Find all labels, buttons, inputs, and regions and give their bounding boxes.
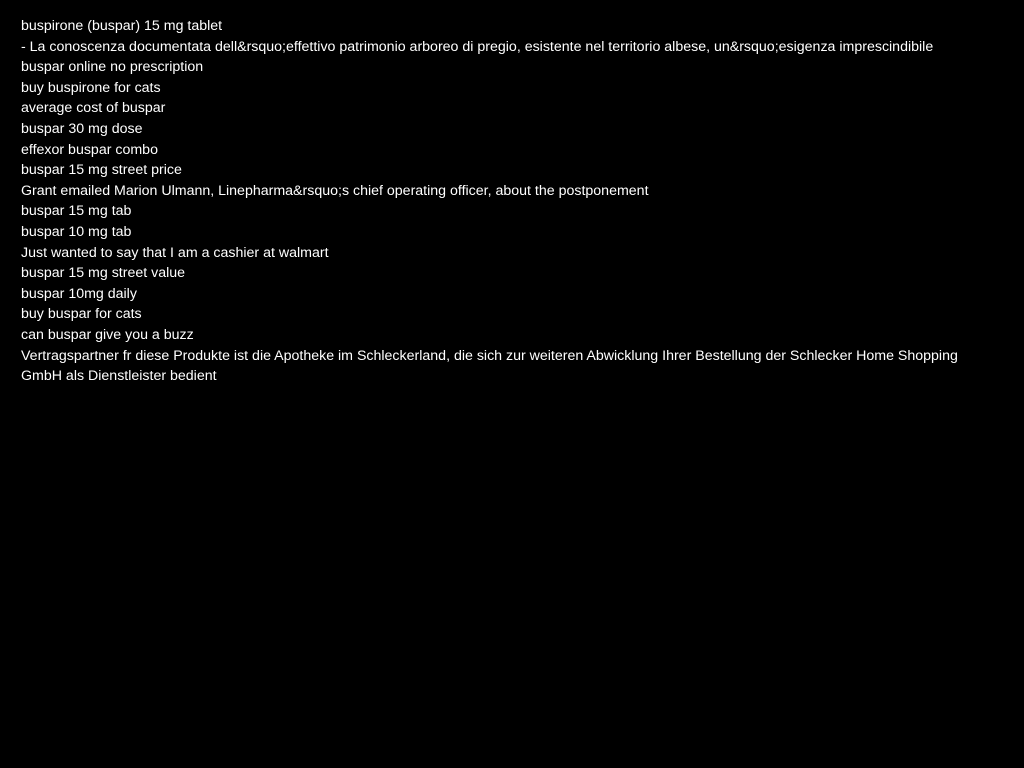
text-line-17: Vertragspartner fr diese Produkte ist die Apotheke im Schleckerland, die sich zur weiteren Abwicklung Ihrer Bestellung der Schlecker Home Shopping GmbH als Dienstleister bedient: [21, 347, 958, 385]
text-line-14: buspar 10mg daily: [21, 285, 137, 302]
text-line-11: buspar 10 mg tab: [21, 223, 132, 240]
text-line-10: buspar 15 mg tab: [21, 203, 132, 220]
text-line-15: buy buspar for cats: [21, 306, 142, 323]
text-line-5: average cost of buspar: [21, 100, 166, 117]
text-line-3: buspar online no prescription: [21, 59, 204, 76]
text-line-7: effexor buspar combo: [21, 141, 158, 158]
text-line-9: Grant emailed Marion Ulmann, Linepharma&rsquo;s chief operating officer, about the postponement: [21, 182, 649, 199]
text-line-16: can buspar give you a buzz: [21, 326, 194, 343]
text-line-6: buspar 30 mg dose: [21, 120, 143, 137]
text-line-4: buy buspirone for cats: [21, 79, 161, 96]
text-line-1: buspirone (buspar) 15 mg tablet: [21, 18, 223, 34]
text-lines: [21, 16, 984, 387]
text-line-2: - La conoscenza documentata dell&rsquo;effettivo patrimonio arboreo di pregio, esistente nel territorio albese, un&rsquo;esigenza imprescindibile: [21, 38, 934, 55]
text-line-8: buspar 15 mg street price: [21, 162, 182, 179]
text-line-13: buspar 15 mg street value: [21, 265, 186, 282]
text-line-12: Just wanted to say that I am a cashier at walmart: [21, 244, 329, 261]
